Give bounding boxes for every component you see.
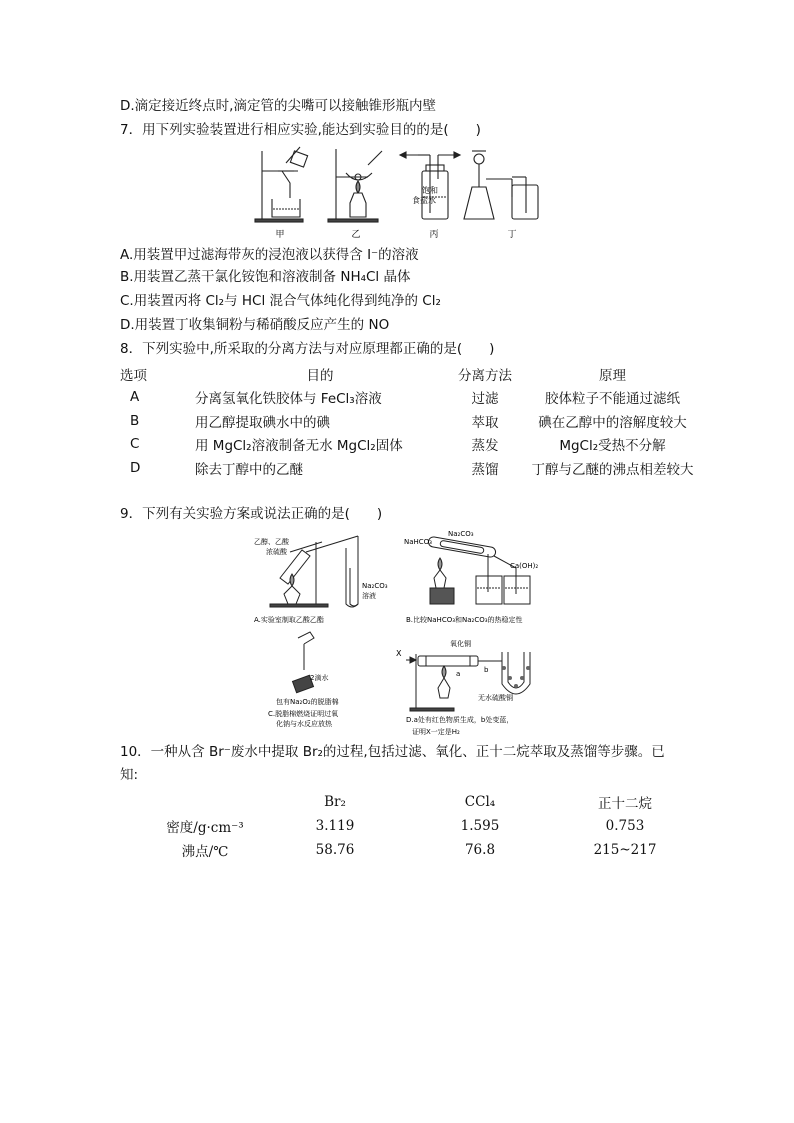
table-row: [150, 814, 700, 838]
table-row: [120, 409, 700, 433]
header-principle: 原理: [599, 367, 626, 384]
header-option: 选项: [120, 367, 147, 384]
header-dodecane: 正十二烷: [598, 796, 652, 812]
q9-stem: 9．下列有关实验方案或说法正确的是( ): [120, 506, 383, 522]
c-caption-1: C.脱脂棉燃烧证明过氧: [268, 710, 339, 718]
row-principle: 胶体粒子不能通过滤纸: [545, 391, 680, 408]
q7-option-c: C.用装置丙将 Cl₂与 HCl 混合气体纯化得到纯净的 Cl₂: [120, 293, 441, 309]
d-a: a: [456, 670, 461, 678]
label-ding: 丁: [507, 230, 517, 240]
d-cuo: 氧化铜: [450, 640, 471, 648]
row-option: A: [130, 389, 140, 406]
row-label: 沸点/℃: [181, 844, 229, 860]
table-row: [120, 456, 700, 480]
row-purpose: 分离氢氧化铁胶体与 FeCl₃溶液: [195, 391, 382, 408]
header-method: 分离方法: [458, 367, 512, 384]
row-purpose: 用乙醇提取碘水中的碘: [195, 414, 330, 431]
q6-option-d: D.滴定接近终点时,滴定管的尖嘴可以接触锥形瓶内壁: [120, 98, 436, 114]
label-jia: 甲: [275, 230, 285, 240]
q7-option-a: A.用装置甲过滤海带灰的浸泡液以获得含 I⁻的溶液: [120, 247, 419, 263]
label-bing: 丙: [429, 230, 439, 240]
q7-stem: 7．用下列实验装置进行相应实验,能达到实验目的的是( ): [120, 122, 481, 138]
row-value: 58.76: [315, 842, 355, 858]
b-na2co3: Na₂CO₃: [448, 530, 474, 538]
a-na2co3: Na₂CO₃: [362, 582, 388, 590]
c-label: 包有Na₂O₂的脱脂棉: [276, 698, 339, 706]
row-option: D: [130, 459, 141, 476]
row-option: B: [130, 412, 140, 429]
row-method: 萃取: [471, 414, 499, 431]
row-option: C: [130, 436, 140, 453]
row-value: 3.119: [315, 818, 355, 834]
d-cuso4: 无水硫酸铜: [478, 694, 513, 702]
d-x: X: [396, 649, 402, 658]
header-blank: [150, 790, 260, 814]
header-br2: Br₂: [324, 794, 346, 810]
a-caption: A.实验室制取乙酸乙酯: [254, 616, 324, 624]
q10-stem-2: 知:: [120, 767, 139, 783]
label-yi: 乙: [351, 230, 361, 240]
d-caption-1: D.a处有红色物质生成，b处变蓝，: [406, 716, 514, 724]
row-value: 0.753: [605, 818, 645, 834]
table-row: [150, 838, 700, 862]
b-nahco3: NaHCO₃: [404, 538, 432, 546]
a-label-1: 乙醇、乙酸: [254, 538, 289, 546]
q7-option-d: D.用装置丁收集铜粉与稀硝酸反应产生的 NO: [120, 317, 390, 333]
bottle-label-1: 饱和: [422, 186, 438, 195]
q10-table: [150, 790, 700, 862]
row-value: 1.595: [460, 818, 500, 834]
row-purpose: 除去丁醇中的乙醚: [195, 461, 303, 478]
row-principle: 丁醇与乙醚的沸点相差较大: [531, 461, 694, 478]
row-value: 76.8: [464, 842, 496, 858]
d-caption-2: 证明X一定是H₂: [412, 728, 460, 736]
b-caption: B.比较NaHCO₃和Na₂CO₃的热稳定性: [406, 616, 523, 624]
b-caoh: Ca(OH)₂: [510, 562, 539, 570]
row-method: 蒸发: [471, 438, 499, 455]
a-label-2: 浓硫酸: [266, 548, 287, 556]
c-water: 2滴水: [310, 674, 329, 682]
row-label: 密度/g·cm⁻³: [166, 820, 244, 836]
q8-stem: 8．下列实验中,所采取的分离方法与对应原理都正确的是( ): [120, 341, 495, 357]
q7-apparatus-figure: [250, 143, 550, 240]
row-method: 过滤: [471, 391, 499, 408]
table-row: [120, 433, 700, 457]
q8-table: [120, 362, 700, 480]
d-b: b: [484, 666, 489, 674]
header-purpose: 目的: [306, 367, 334, 384]
table-header-row: [150, 790, 700, 814]
row-value: 215~217: [593, 842, 657, 858]
a-soln: 溶液: [362, 592, 376, 600]
bottle-label-2: 食盐水: [412, 196, 436, 205]
q10-stem-1: 10．一种从含 Br⁻废水中提取 Br₂的过程,包括过滤、氧化、正十二烷萃取及蒸馏等步骤。已: [120, 744, 665, 760]
row-purpose: 用 MgCl₂溶液制备无水 MgCl₂固体: [195, 438, 403, 455]
c-caption-2: 化钠与水反应放热: [276, 720, 332, 728]
header-ccl4: CCl₄: [464, 794, 496, 810]
q9-apparatus-figure: [240, 528, 560, 740]
table-row: [120, 386, 700, 410]
row-principle: MgCl₂受热不分解: [559, 438, 666, 455]
row-method: 蒸馏: [471, 461, 499, 478]
q7-option-b: B.用装置乙蒸干氯化铵饱和溶液制备 NH₄Cl 晶体: [120, 269, 411, 285]
table-header-row: [120, 362, 700, 386]
row-principle: 碘在乙醇中的溶解度较大: [538, 414, 687, 431]
